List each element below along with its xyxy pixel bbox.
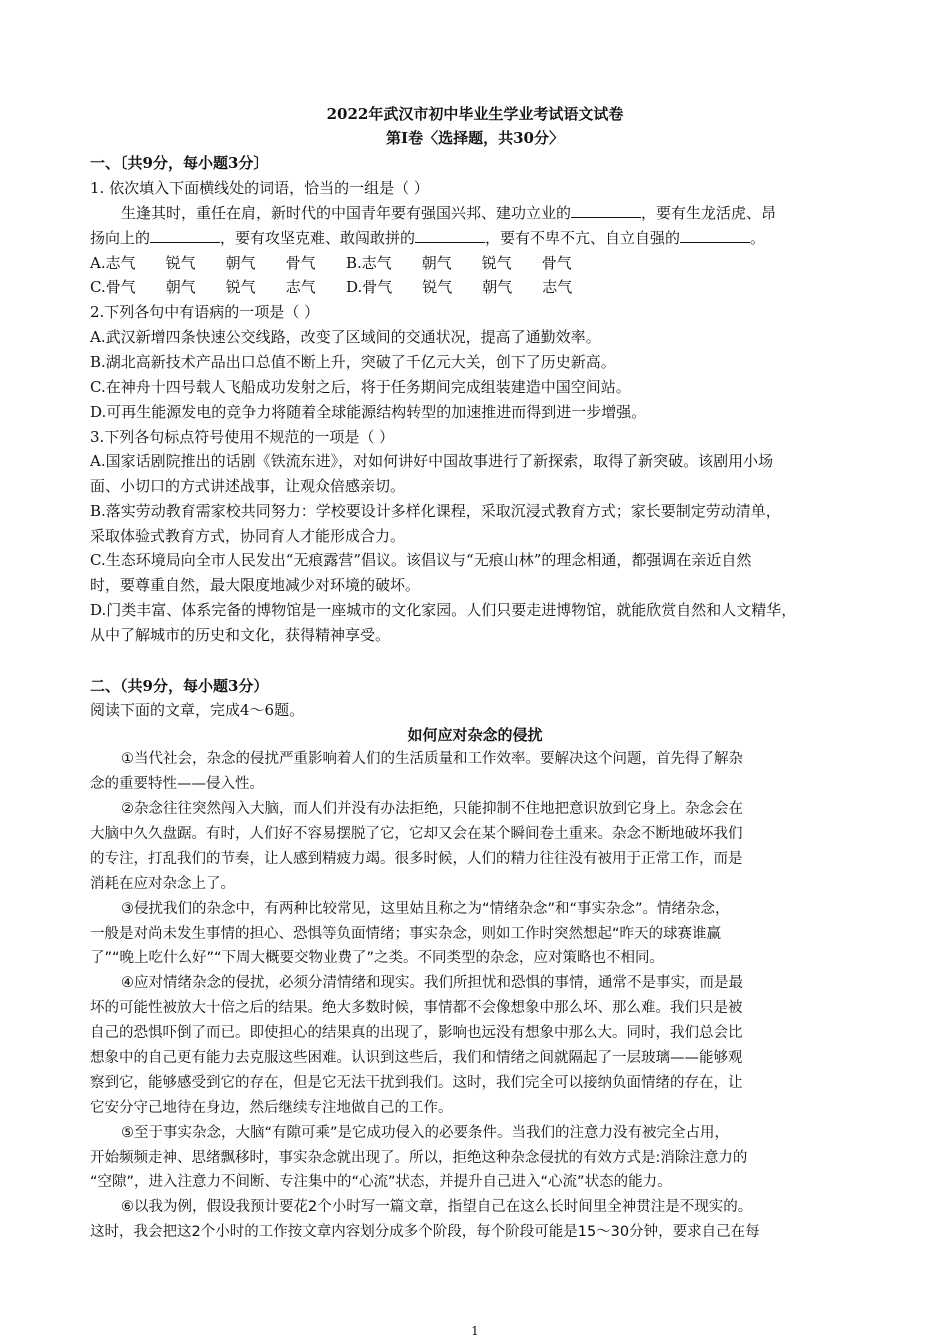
- answer-blank: [571, 203, 641, 218]
- q1-stem: 1. 依次填入下面横线处的词语，恰当的一组是（ ）: [90, 179, 429, 197]
- article-title: 如何应对杂念的侵扰: [407, 726, 543, 744]
- q3-line: B.落实劳动教育需家校共同努力：学校要设计多样化课程，采取沉浸式教育方式；家长要制定劳动清单，: [90, 502, 781, 520]
- q2-option-a: A.武汉新增四条快速公交线路，改变了区域间的交通状况，提高了通勤效率。: [90, 328, 601, 346]
- q1-passage-part: ，要有攻坚克难、敢闯敢拼的: [220, 229, 416, 247]
- q2-stem: 2.下列各句中有语病的一项是（ ）: [90, 303, 320, 321]
- article-line: 一般是对尚未发生事情的担心、恐惧等负面情绪；事实杂念，则如工作时突然想起“昨天的球赛谁赢: [90, 926, 722, 942]
- answer-blank: [150, 228, 220, 243]
- q1-option-b: B.志气 朝气 锐气 骨气: [346, 254, 572, 272]
- article-line: 的专注，打乱我们的节奏，让人感到精疲力竭。很多时候，人们的精力往往没有被用于正常工作，而是: [90, 851, 743, 867]
- article-line: 坏的可能性被放大十倍之后的结果。绝大多数时候，事情都不会像想象中那么坏、那么难。我们只是被: [90, 1000, 743, 1016]
- q2-option-d: D.可再生能源发电的竞争力将随着全球能源结构转型的加速推进而得到进一步增强。: [90, 403, 647, 421]
- article-line: 大脑中久久盘踞。有时，人们好不容易摆脱了它，它却又会在某个瞬间卷土重来。杂念不断地破坏我们: [90, 826, 743, 842]
- q3-line: 时，要尊重自然，最大限度地减少对环境的破坏。: [90, 576, 421, 594]
- q1-passage-line1: [121, 203, 776, 223]
- q1-passage-line2: [90, 228, 765, 248]
- section2-instruction: 阅读下面的文章，完成4～6题。: [90, 701, 305, 719]
- q3-stem: 3.下列各句标点符号使用不规范的一项是（ ）: [90, 428, 395, 446]
- article-line: ③侵扰我们的杂念中，有两种比较常见，这里姑且称之为“情绪杂念”和“事实杂念”。情绪杂念，: [121, 901, 730, 917]
- q3-line: A.国家话剧院推出的话剧《铁流东进》，对如何讲好中国故事进行了新探索，取得了新突破。该剧用小场: [90, 452, 774, 470]
- q1-option-a: A.志气 锐气 朝气 骨气: [90, 254, 316, 272]
- q3-line: C.生态环境局向全市人民发出“无痕露营”倡议。该倡议与“无痕山林”的理念相通，都强调在亲近自然: [90, 551, 752, 569]
- article-line: 自己的恐惧吓倒了而已。即使担心的结果真的出现了，影响也远没有想象中那么大。同时，我们总会比: [90, 1025, 743, 1041]
- article-line: 开始频频走神、思绪飘移时，事实杂念就出现了。所以，拒绝这种杂念侵扰的有效方式是:消除注意力的: [90, 1150, 748, 1166]
- section2-heading: 二、（共9分，每小题3分）: [90, 677, 269, 695]
- article-line: ②杂念往往突然闯入大脑，而人们并没有办法拒绝，只能抑制不住地把意识放到它身上。杂念会在: [121, 801, 743, 817]
- q1-passage-part: 扬向上的: [90, 229, 151, 247]
- q1-option-c: C.骨气 朝气 锐气 志气: [90, 278, 316, 296]
- article-line: ④应对情绪杂念的侵扰，必须分清情绪和现实。我们所担忧和恐惧的事情，通常不是事实，而是最: [121, 975, 743, 991]
- exam-title: 2022年武汉市初中毕业生学业考试语文试卷: [326, 105, 624, 123]
- q1-passage-part: 。: [750, 229, 766, 247]
- article-line: 它安分守己地待在身边，然后继续专注地做自己的工作。: [90, 1100, 453, 1116]
- article-line: 这时，我会把这2个小时的工作按文章内容划分成多个阶段，每个阶段可能是15～30分钟，要求自己在每: [90, 1224, 760, 1240]
- answer-blank: [415, 228, 485, 243]
- article-line: 察到它，能够感受到它的存在，但是它无法干扰到我们。这时，我们完全可以接纳负面情绪的存在，让: [90, 1075, 743, 1091]
- q1-passage-part: 生逢其时，重任在肩，新时代的中国青年要有强国兴邦、建功立业的: [121, 204, 572, 222]
- article-line: 想象中的自己更有能力去克服这些困难。认识到这些后，我们和情绪之间就隔起了一层玻璃——能够观: [90, 1050, 743, 1066]
- section1-heading: 一、〔共9分，每小题3分〕: [90, 154, 269, 172]
- q2-option-c: C.在神舟十四号载人飞船成功发射之后，将于任务期间完成组装建造中国空间站。: [90, 378, 631, 396]
- q1-passage-part: ，要有生龙活虎、昂: [641, 204, 777, 222]
- q3-line: D.门类丰富、体系完备的博物馆是一座城市的文化家园。人们只要走进博物馆，就能欣赏自然和人文精华，: [90, 601, 797, 619]
- q3-line: 面、小切口的方式讲述战事，让观众倍感亲切。: [90, 477, 406, 495]
- article-line: ⑤至于事实杂念，大脑“有隙可乘”是它成功侵入的必要条件。当我们的注意力没有被完全占用，: [121, 1125, 730, 1141]
- article-line: 念的重要特性——侵入性。: [90, 776, 264, 792]
- article-line: “空隙”，进入注意力不间断、专注集中的“心流”状态，并提升自己进入“心流”状态的能力。: [90, 1174, 672, 1190]
- q1-passage-part: ，要有不卑不亢、自立自强的: [485, 229, 681, 247]
- q1-option-d: D.骨气 锐气 朝气 志气: [346, 278, 573, 296]
- exam-subtitle: 第Ⅰ卷〈选择题，共30分〉: [386, 129, 564, 147]
- article-line: ①当代社会，杂念的侵扰严重影响着人们的生活质量和工作效率。要解决这个问题，首先得了解杂: [121, 751, 743, 767]
- article-line: 消耗在应对杂念上了。: [90, 876, 235, 892]
- page-number: 1: [471, 1324, 479, 1338]
- q3-line: 从中了解城市的历史和文化，获得精神享受。: [90, 626, 391, 644]
- q3-line: 采取体验式教育方式，协同育人才能形成合力。: [90, 527, 406, 545]
- q2-option-b: B.湖北高新技术产品出口总值不断上升，突破了千亿元大关，创下了历史新高。: [90, 353, 616, 371]
- answer-blank: [680, 228, 750, 243]
- article-line: ⑥以我为例，假设我预计要花2个小时写一篇文章，指望自己在这么长时间里全神贯注是不现实的。: [121, 1199, 753, 1215]
- article-line: 了”“晚上吃什么好”“下周大概要交物业费了”之类。不同类型的杂念，应对策略也不相同。: [90, 950, 665, 966]
